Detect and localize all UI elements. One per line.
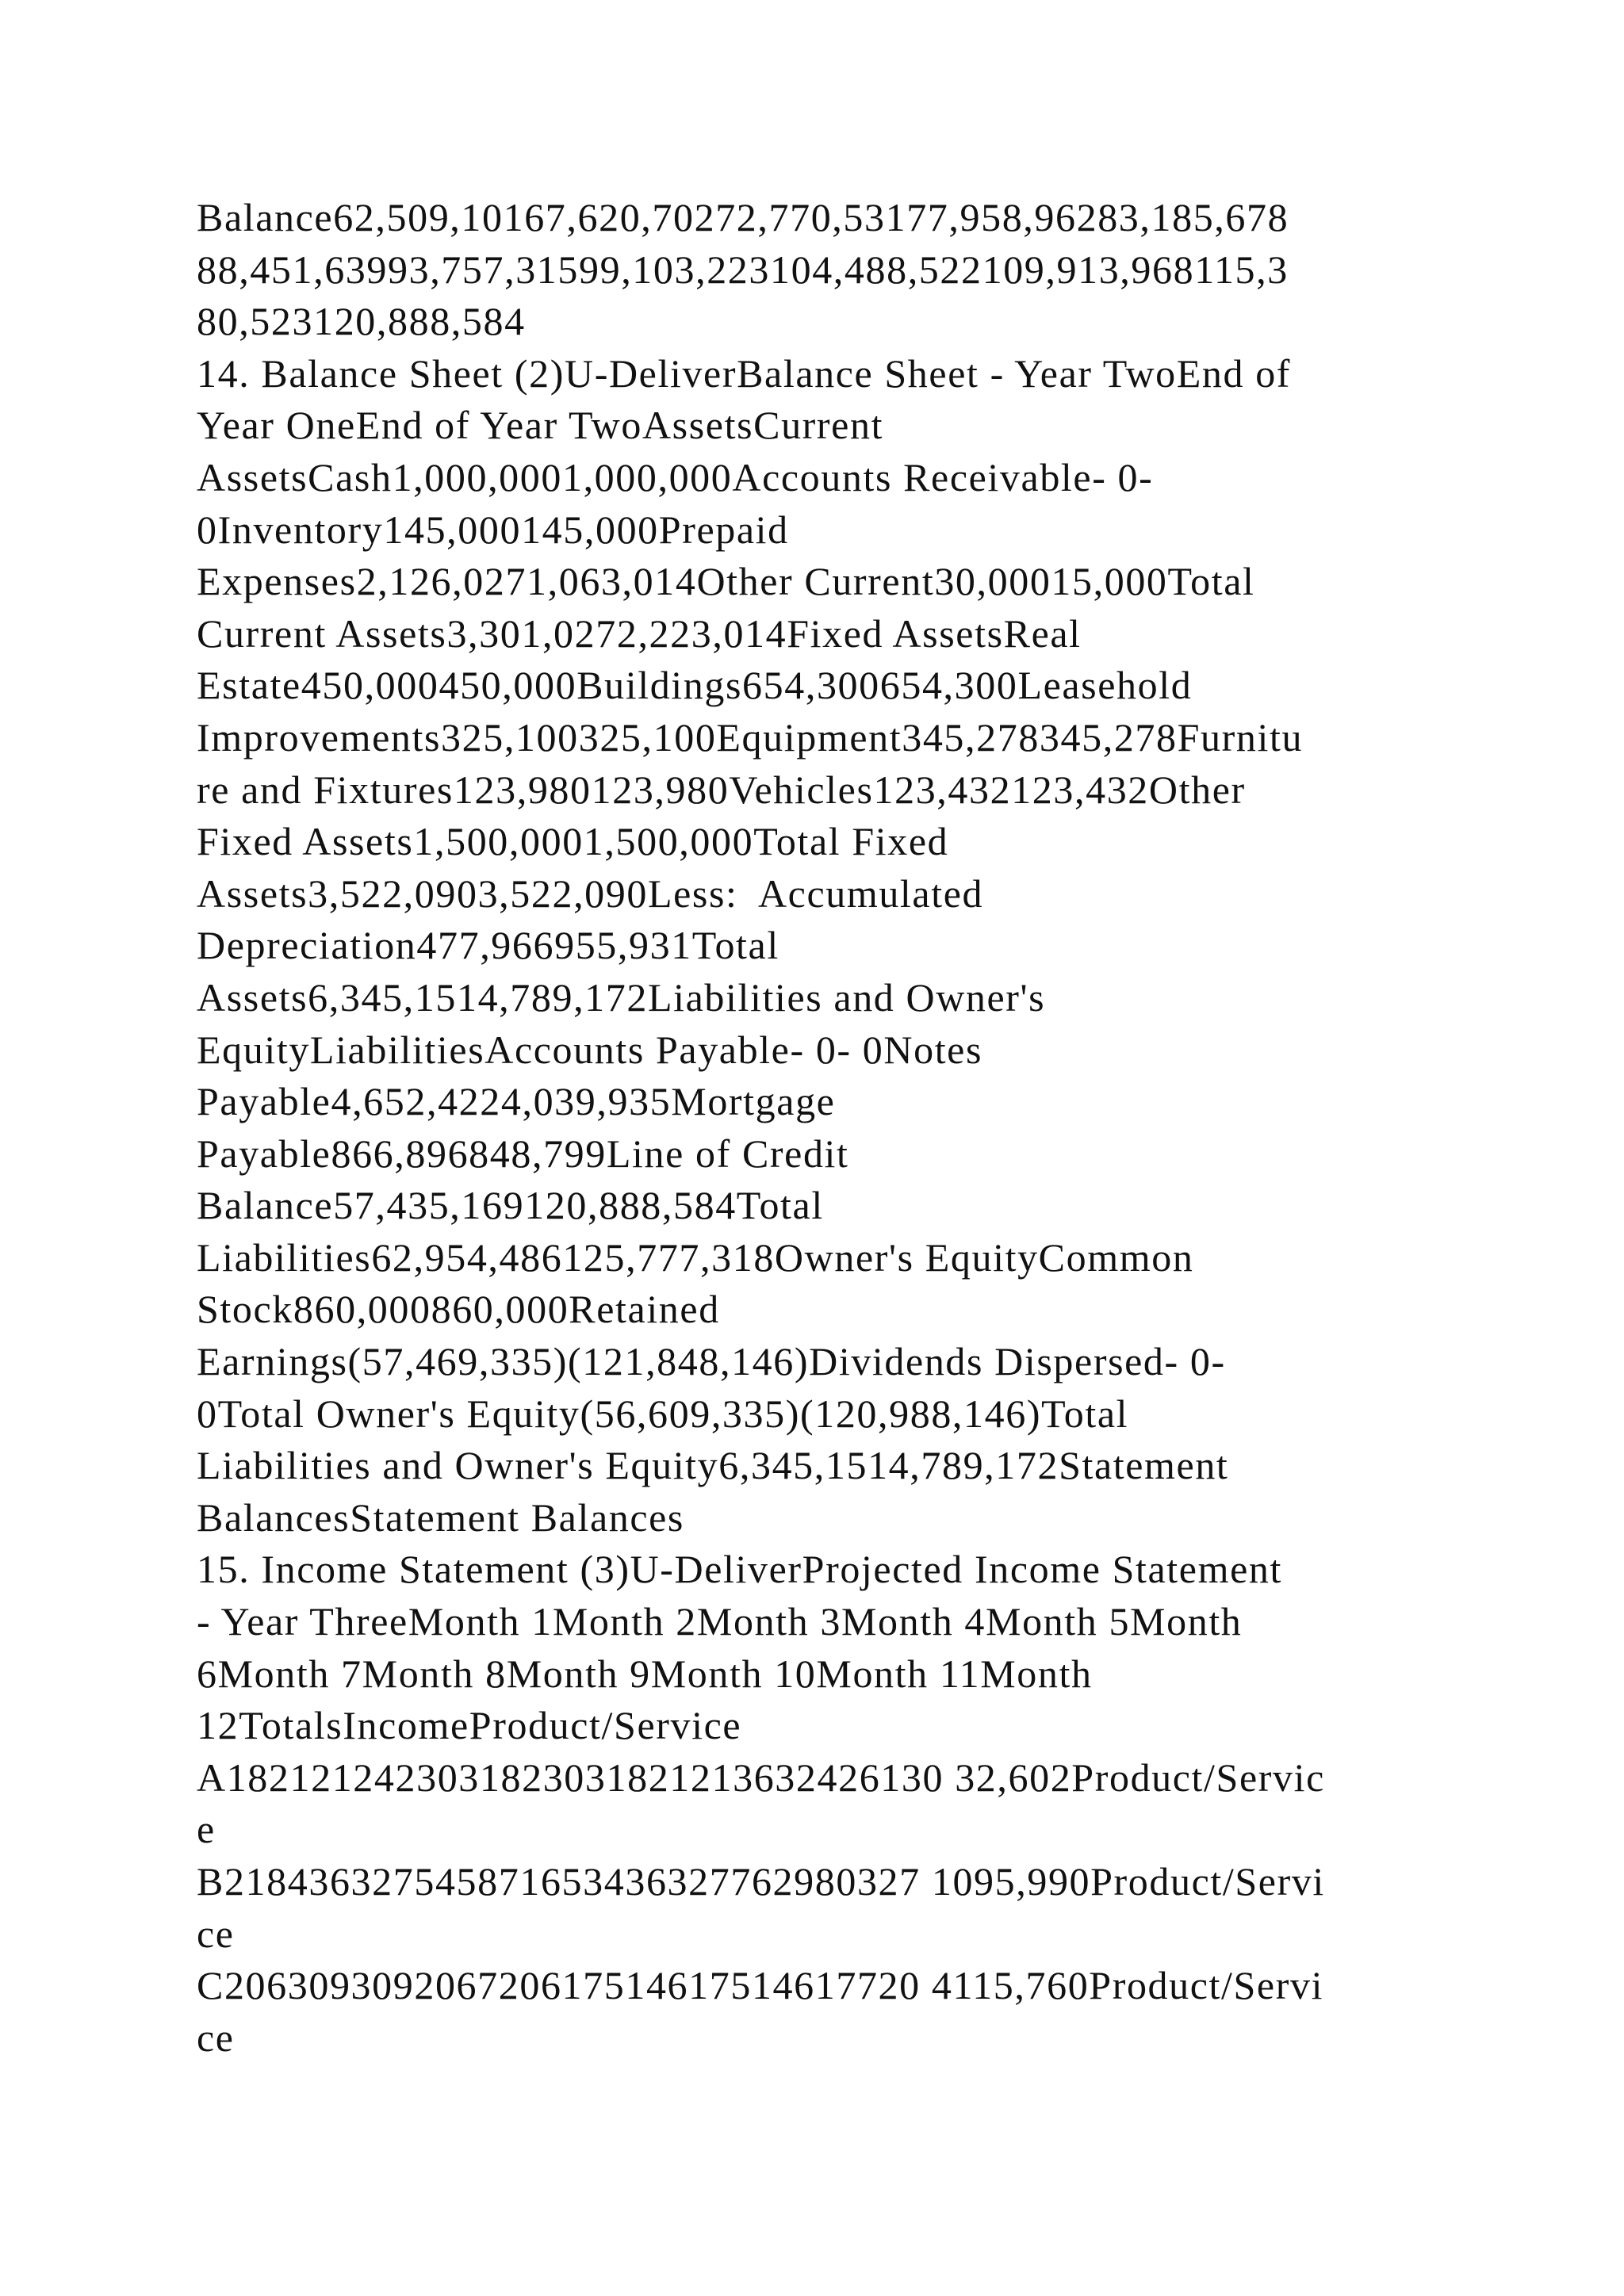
text-line: e (197, 1807, 216, 1852)
text-line: Assets6,345,1514,789,172Liabilities and Owner's (197, 974, 1046, 1020)
text-line: BalancesStatement Balances (197, 1494, 684, 1540)
text-line: 88,451,63993,757,31599,103,223104,488,522109,913,968115,3 (197, 247, 1289, 292)
text-line: re and Fixtures123,980123,980Vehicles123,432123,432Other (197, 767, 1246, 812)
text-line: C206309309206720617514617514617720 4115,760Product/Servi (197, 1963, 1324, 2008)
text-line: 80,523120,888,584 (197, 299, 526, 344)
section-heading-line: 14. Balance Sheet (2)U-DeliverBalance Sheet - Year TwoEnd of (197, 350, 1292, 396)
text-line: Stock860,000860,000Retained (197, 1287, 720, 1332)
text-line: Earnings(57,469,335)(121,848,146)Dividends Dispersed- 0- (197, 1339, 1226, 1384)
text-line: Liabilities62,954,486125,777,318Owner's EquityCommon (197, 1234, 1194, 1280)
text-line: Estate450,000450,000Buildings654,300654,300Leasehold (197, 663, 1193, 708)
text-line: Current Assets3,301,0272,223,014Fixed AssetsReal (197, 610, 1082, 656)
text-line: 0Total Owner's Equity(56,609,335)(120,988,146)Total (197, 1391, 1129, 1436)
text-line: Liabilities and Owner's Equity6,345,1514,789,172Statement (197, 1443, 1229, 1488)
text-line: ce (197, 1911, 235, 1956)
text-line: Depreciation477,966955,931Total (197, 923, 779, 968)
text-line: Balance57,435,169120,888,584Total (197, 1183, 824, 1228)
section-heading-line: 15. Income Statement (3)U-DeliverProjected Income Statement (197, 1547, 1282, 1592)
text-line: Balance62,509,10167,620,70272,770,53177,958,96283,185,678 (197, 195, 1289, 239)
text-line: EquityLiabilitiesAccounts Payable- 0- 0Notes (197, 1027, 983, 1072)
text-line: Year OneEnd of Year TwoAssetsCurrent (197, 403, 884, 448)
text-line: Improvements325,100325,100Equipment345,278345,278Furnitu (197, 714, 1304, 760)
text-line: Expenses2,126,0271,063,014Other Current30,00015,000Total (197, 559, 1255, 604)
text-line: AssetsCash1,000,0001,000,000Accounts Receivable- 0- (197, 454, 1154, 499)
text-line: 0Inventory145,000145,000Prepaid (197, 507, 789, 552)
text-line: Fixed Assets1,500,0001,500,000Total Fixed (197, 819, 949, 864)
text-line: 6Month 7Month 8Month 9Month 10Month 11Month (197, 1651, 1093, 1696)
text-line: Payable866,896848,799Line of Credit (197, 1131, 849, 1176)
text-line: - Year ThreeMonth 1Month 2Month 3Month 4Month 5Month (197, 1599, 1243, 1644)
text-line: Assets3,522,0903,522,090Less: Accumulated (197, 871, 984, 916)
text-line: A1821212423031823031821213632426130 32,602Product/Servic (197, 1755, 1325, 1800)
text-line: 12TotalsIncomeProduct/Service (197, 1703, 742, 1748)
text-line: B218436327545871653436327762980327 1095,990Product/Servi (197, 1859, 1325, 1904)
text-line: Payable4,652,4224,039,935Mortgage (197, 1079, 836, 1124)
text-line: ce (197, 2015, 235, 2060)
document-page (197, 192, 1465, 2064)
